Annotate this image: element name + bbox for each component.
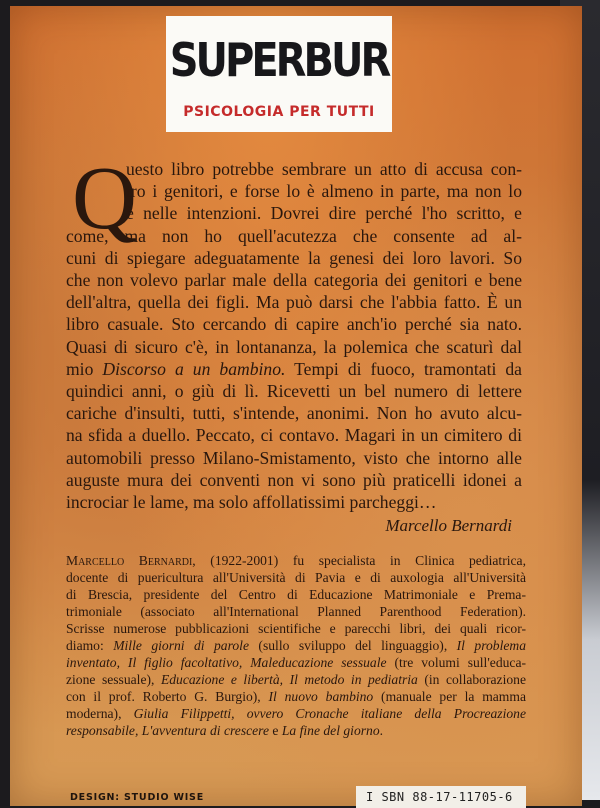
bio-book-title: Mille giorni di parole [113, 638, 249, 653]
bio-book-title: Il nuovo bambino [268, 689, 374, 704]
blurb-line: che non volevo parlar male della categoria dei genitori e bene [66, 270, 522, 291]
blurb-text-fragment: mio [66, 358, 103, 379]
bio-book-title: inventato, Il figlio facoltativo, Maleducazione sessuale [66, 655, 387, 670]
book-title-discorso: Discorso a un bambino. [102, 358, 286, 379]
bio-line: trimoniale (associato all'International Planned Parenthood Federation). [66, 604, 526, 619]
bio-line [66, 688, 526, 705]
book-back-cover [10, 6, 582, 806]
design-credit: DESIGN: STUDIO WISE [70, 792, 204, 803]
blurb-text-fragment: Tempi di fuoco, tramontati da [294, 358, 522, 379]
bio-text-fragment: zione sessuale), [66, 672, 161, 687]
bio-line: docente di puericultura all'Università di Pavia e di auxologia all'Università [66, 570, 526, 585]
isbn-label [356, 786, 526, 808]
blurb-line: Quasi di sicuro c'è, in lontananza, la polemica che scaturì dal [66, 336, 522, 357]
bio-line: di Brescia, presidente del Centro di Educazione Matrimoniale e Prema- [66, 587, 526, 602]
bio-line [66, 671, 526, 688]
blurb-line: cuni di spiegare adeguatamente la genesi dei loro lavori. So [66, 247, 522, 268]
bio-text-fragment: (manuale per la mamma [373, 689, 526, 704]
bio-line [66, 722, 526, 739]
bio-line [66, 705, 526, 722]
bio-author-name: Marcello Bernardi, [66, 553, 196, 568]
series-title: PSICOLOGIA PER TUTTI [183, 104, 375, 120]
blurb-line: tro i genitori, e forse lo è almeno in parte, ma non lo [126, 181, 522, 202]
bio-line [66, 552, 526, 569]
bio-text-fragment: . [379, 723, 384, 738]
bio-text-fragment: diamo: [66, 638, 114, 653]
blurb-line: libro casuale. Sto cercando di capire anch'io perché sia nato. [66, 314, 522, 335]
blurb-line: auguste mura dei conventi non vi sono più praticelli idonei a [66, 469, 522, 490]
blurb-line: cariche d'insulti, tutti, s'intende, anonimi. Non ho avuto alcu- [66, 403, 522, 424]
bio-book-title: Il problema [456, 638, 526, 653]
blurb-text [66, 158, 522, 513]
bio-text-fragment: moderna), [66, 706, 134, 721]
bio-text-fragment: (tre volumi sull'educa- [386, 655, 527, 670]
drop-cap: Q [72, 149, 137, 248]
bio-book-title: La fine del giorno [281, 723, 380, 738]
blurb-line: come, ma non ho quell'acutezza che consente ad al- [66, 225, 522, 246]
bio-book-title: Educazione e libertà, Il metodo in pediatria [160, 672, 418, 687]
blurb-line: automobili presso Milano-Smistamento, visto che intorno alle [66, 447, 522, 468]
blurb-line: na sfida a duello. Peccato, ci contavo. Magari in un cimitero di [66, 425, 522, 446]
bio-line [66, 637, 526, 654]
blurb-line-with-title [66, 358, 522, 380]
logo-box [166, 16, 392, 132]
author-bio [66, 552, 526, 739]
bio-text-fragment: (sullo sviluppo del linguaggio), [249, 638, 457, 653]
bio-text-fragment: con il prof. Roberto G. Burgio), [66, 689, 269, 704]
bio-text-fragment: (in collaborazione [417, 672, 526, 687]
bio-text-fragment: (1922-2001) fu specialista in Clinica pediatrica, [210, 553, 526, 568]
blurb-line: uesto libro potrebbe sembrare un atto di accusa con- [126, 159, 522, 179]
blurb-line: incrociar le lame, ma solo affollatissimi parcheggi… [66, 492, 437, 513]
blurb-line: quindici anni, o giù di lì. Ricevetti un bel numero di lettere [66, 381, 522, 402]
blurb-line: dell'altra, quella dei figli. Ma può darsi che l'abbia fatto. È un [66, 292, 522, 313]
bio-text-fragment: e [269, 723, 282, 738]
bio-line [66, 654, 526, 671]
superbur-logo: SUPERBUR [169, 34, 389, 88]
blurb-line: è nelle intenzioni. Dovrei dire perché l'ho scritto, e [126, 203, 522, 224]
bio-book-title: responsabile, L'avventura di crescere [66, 723, 269, 738]
bio-book-title: Giulia Filippetti, ovvero Cronache italiane della Procreazione [133, 706, 526, 721]
bio-line: Scrisse numerose pubblicazioni scientifiche e parecchi libri, dei quali ricor- [66, 621, 526, 636]
isbn-number: I SBN 88-17-11705-6 [366, 790, 513, 804]
author-signature: Marcello Bernardi [385, 516, 512, 535]
